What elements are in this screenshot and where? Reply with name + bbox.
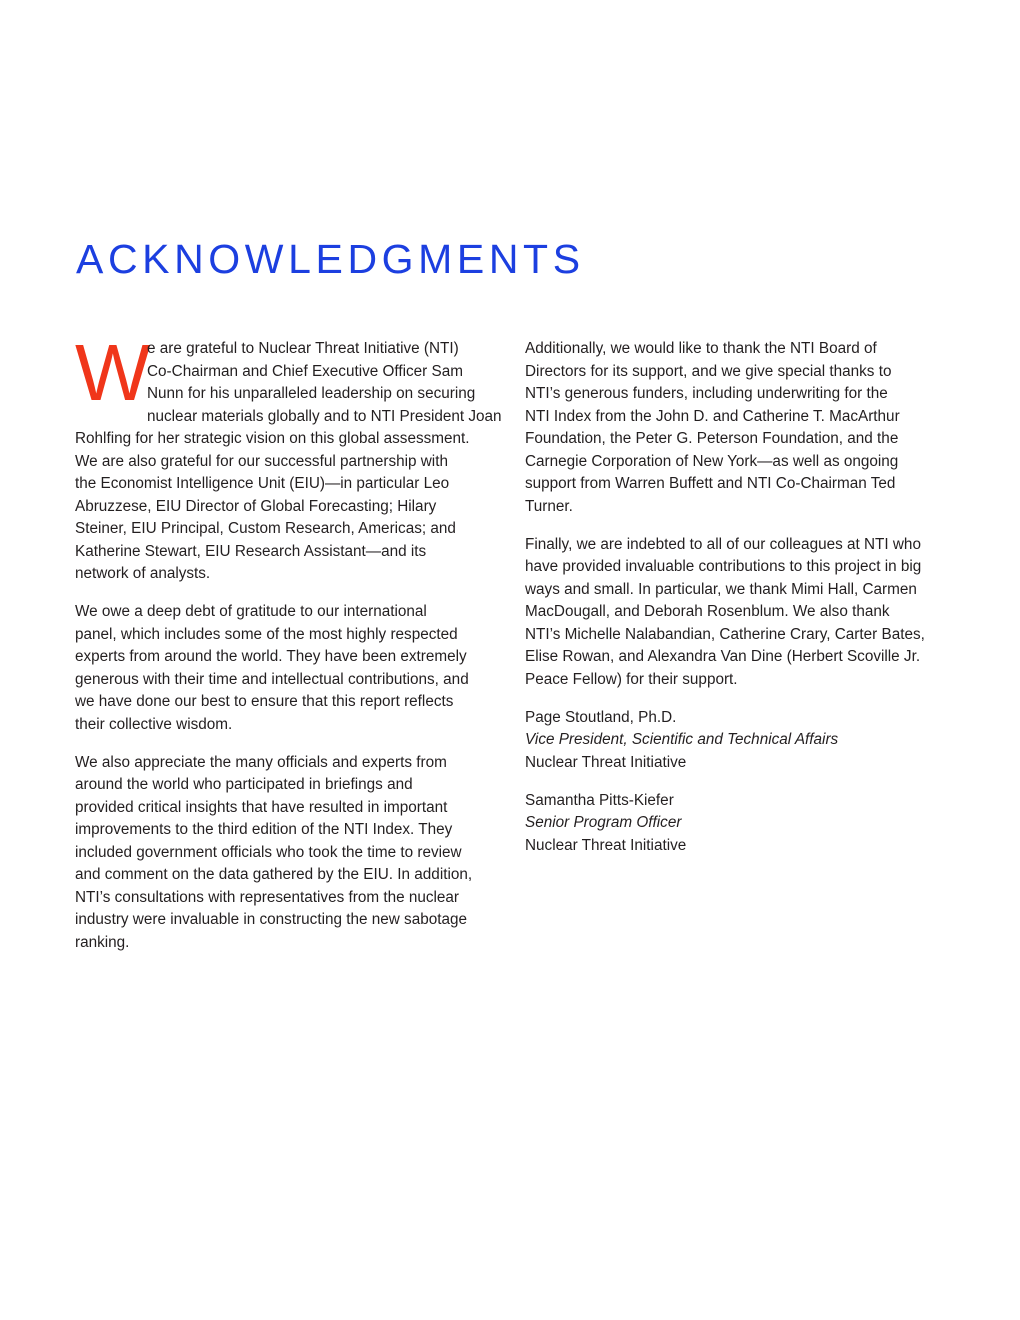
- text-line: ranking.: [75, 933, 130, 951]
- text-line: Steiner, EIU Principal, Custom Research, Americas; and: [75, 520, 456, 537]
- text-line: MacDougall, and Deborah Rosenblum. We also thank: [525, 603, 890, 620]
- paragraph: [525, 338, 965, 518]
- text-line: their collective wisdom.: [75, 715, 233, 733]
- text-line: Peace Fellow) for their support.: [525, 670, 738, 688]
- text-line: industry were invaluable in constructing the new sabotage: [75, 911, 468, 928]
- text-line: Turner.: [525, 497, 573, 515]
- text-line: the Economist Intelligence Unit (EIU)—in particular Leo: [75, 475, 450, 492]
- signatory-organization: Nuclear Threat Initiative: [525, 753, 687, 771]
- text-line: We also appreciate the many officials and experts from: [75, 753, 447, 771]
- text-line: NTI’s Michelle Nalabandian, Catherine Crary, Carter Bates,: [525, 625, 925, 643]
- text-line: NTI Index from the John D. and Catherine T. MacArthur: [525, 407, 900, 425]
- text-line: Nunn for his unparalleled leadership on securing: [147, 385, 476, 402]
- text-line: network of analysts.: [75, 565, 211, 582]
- text-line: around the world who participated in briefings and: [75, 776, 413, 793]
- text-line: improvements to the third edition of the NTI Index. They: [75, 821, 453, 838]
- text-line: support from Warren Buffett and NTI Co-Chairman Ted: [525, 475, 896, 492]
- left-column: [75, 328, 515, 970]
- drop-cap: W: [75, 328, 151, 417]
- paragraph: [525, 534, 965, 692]
- signatory-role: Vice President, Scientific and Technical Affairs: [525, 731, 839, 748]
- signatory-name: Page Stoutland, Ph.D.: [525, 708, 677, 726]
- signature-block: [525, 790, 965, 858]
- text-line: provided critical insights that have resulted in important: [75, 798, 448, 816]
- text-line: Carnegie Corporation of New York—as well as ongoing: [525, 452, 899, 470]
- text-line: ways and small. In particular, we thank Mimi Hall, Carmen: [525, 580, 917, 598]
- text-line: Rohlfing for her strategic vision on this global assessment.: [75, 430, 470, 447]
- text-line: NTI’s generous funders, including underwriting for the: [525, 385, 888, 402]
- text-line: We owe a deep debt of gratitude to our international: [75, 603, 427, 620]
- text-line: we have done our best to ensure that this report reflects: [75, 693, 454, 710]
- text-line: Co-Chairman and Chief Executive Officer Sam: [147, 362, 463, 380]
- text-line: Abruzzese, EIU Director of Global Forecasting; Hilary: [75, 497, 437, 515]
- text-line: Katherine Stewart, EIU Research Assistant—and its: [75, 542, 427, 560]
- signatory-role: Senior Program Officer: [525, 814, 682, 831]
- paragraph: [75, 328, 515, 586]
- signature-block: [525, 707, 965, 775]
- text-line: Elise Rowan, and Alexandra Van Dine (Herbert Scoville Jr.: [525, 648, 921, 665]
- text-line: Finally, we are indebted to all of our colleagues at NTI who: [525, 535, 921, 553]
- text-line: generous with their time and intellectual contributions, and: [75, 670, 469, 688]
- text-line: experts from around the world. They have been extremely: [75, 648, 467, 665]
- text-line: and comment on the data gathered by the EIU. In addition,: [75, 866, 473, 883]
- paragraph: [75, 601, 515, 736]
- text-line: have provided invaluable contributions to this project in big: [525, 558, 922, 575]
- signatory-organization: Nuclear Threat Initiative: [525, 836, 687, 854]
- text-line: included government officials who took the time to review: [75, 843, 462, 861]
- page-title: ACKNOWLEDGMENTS: [76, 236, 585, 282]
- paragraph: [75, 752, 515, 955]
- text-line: panel, which includes some of the most highly respected: [75, 625, 458, 643]
- text-line: NTI’s consultations with representatives from the nuclear: [75, 888, 460, 906]
- text-line: Directors for its support, and we give special thanks to: [525, 362, 892, 380]
- text-line: Additionally, we would like to thank the NTI Board of: [525, 340, 877, 357]
- text-line: e are grateful to Nuclear Threat Initiative (NTI): [147, 340, 459, 357]
- right-column: [525, 338, 965, 873]
- text-line: Foundation, the Peter G. Peterson Foundation, and the: [525, 430, 899, 447]
- signatory-name: Samantha Pitts-Kiefer: [525, 791, 674, 809]
- text-line: We are also grateful for our successful partnership with: [75, 452, 448, 470]
- text-line: nuclear materials globally and to NTI President Joan: [147, 407, 502, 425]
